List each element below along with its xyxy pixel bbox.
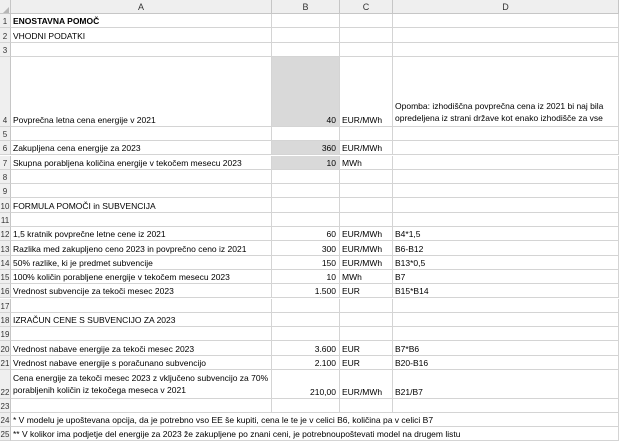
table-row — [11, 227, 619, 241]
cell-c13[interactable] — [340, 241, 393, 254]
cell-d15[interactable] — [393, 270, 619, 283]
cell-text: Povprečna letna cena energije v 2021 — [13, 114, 156, 125]
row-header-9[interactable]: 9 — [0, 184, 11, 198]
cell-a11[interactable] — [11, 213, 272, 226]
cell-d9[interactable] — [393, 184, 619, 197]
cell-text: 150 — [321, 257, 336, 268]
table-row — [11, 141, 619, 155]
table-row — [11, 270, 619, 284]
cell-text: B21/B7 — [395, 386, 423, 397]
cell-a25[interactable] — [11, 427, 461, 440]
cell-a16[interactable] — [11, 284, 272, 297]
cell-text: 300 — [321, 243, 336, 254]
column-header-a[interactable]: A — [11, 0, 272, 14]
cell-c14[interactable] — [340, 256, 393, 269]
cell-b24[interactable] — [272, 413, 340, 426]
cell-b17[interactable] — [272, 299, 340, 312]
cell-text: EUR/MWh — [342, 143, 383, 154]
cell-a10[interactable] — [11, 198, 272, 211]
cell-a12[interactable] — [11, 227, 272, 240]
cell-text: Skupna porabljena količina energije v tekočem mesecu 2023 — [13, 157, 242, 168]
cell-text: ** V kolikor ima podjetje del energije za 2023 že zakupljene po znani ceni, je potrebnoupoštevati model na drugem listu — [13, 429, 461, 440]
cell-text: EUR — [342, 357, 360, 368]
cell-text: 210,00 — [310, 386, 336, 397]
cell-c25[interactable] — [340, 427, 393, 440]
table-row — [11, 170, 619, 184]
cell-d6[interactable] — [393, 141, 619, 154]
table-row — [11, 356, 619, 370]
cell-c22[interactable] — [340, 370, 393, 398]
cell-text: Opomba: izhodiščna povprečna cena iz 2021 bi naj bila opredeljena iz strani države kot enako izhodišče za vse — [395, 100, 604, 124]
cell-d20[interactable] — [393, 341, 619, 354]
cell-text: 3.600 — [314, 343, 336, 354]
cell-b19[interactable] — [272, 327, 340, 340]
cell-text: B15*B14 — [395, 286, 429, 297]
cell-a15[interactable] — [11, 270, 272, 283]
cell-text: FORMULA POMOČI in SUBVENCIJA — [13, 200, 156, 211]
cell-text: EUR/MWh — [342, 114, 383, 125]
cell-b18[interactable] — [272, 313, 340, 326]
cell-c7[interactable] — [340, 156, 393, 169]
cell-a17[interactable] — [11, 299, 272, 312]
table-row — [11, 57, 619, 127]
cell-b22[interactable] — [272, 370, 340, 398]
table-row — [11, 14, 619, 28]
column-header-c[interactable]: C — [340, 0, 393, 14]
column-header-bar — [0, 0, 619, 14]
cell-a18[interactable] — [11, 313, 272, 326]
row-header-11[interactable]: 11 — [0, 213, 11, 227]
cell-d1[interactable] — [393, 14, 619, 27]
cell-c16[interactable] — [340, 284, 393, 297]
cell-c23[interactable] — [340, 399, 393, 412]
row-header-17[interactable]: 17 — [0, 299, 11, 313]
table-row — [11, 28, 619, 42]
cell-text: B20-B16 — [395, 357, 429, 368]
cell-text: MWh — [342, 157, 362, 168]
cell-d21[interactable] — [393, 356, 619, 369]
row-header-21[interactable]: 21 — [0, 356, 11, 370]
cell-b3[interactable] — [272, 43, 340, 56]
cell-a1[interactable] — [11, 14, 272, 27]
cell-text: EUR — [342, 286, 360, 297]
row-header-14[interactable]: 14 — [0, 256, 11, 270]
cell-a22[interactable] — [11, 370, 272, 398]
cell-text: 1,5 kratnik povprečne letne cene iz 2021 — [13, 229, 166, 240]
cell-d18[interactable] — [393, 313, 619, 326]
row-header-4[interactable]: 4 — [0, 57, 11, 127]
cell-b9[interactable] — [272, 184, 340, 197]
row-header-19[interactable]: 19 — [0, 327, 11, 341]
cell-b15[interactable] — [272, 270, 340, 283]
cell-d25[interactable] — [393, 427, 619, 440]
select-all-corner[interactable] — [0, 0, 11, 14]
cell-d23[interactable] — [393, 399, 619, 412]
cell-d13[interactable] — [393, 241, 619, 254]
cell-c20[interactable] — [340, 341, 393, 354]
cell-text: Cena energije za tekoči mesec 2023 z vključeno subvencijo za 70% porabljenih količin iz tekočega meseca v 2021 — [13, 372, 269, 395]
cell-b25[interactable] — [272, 427, 340, 440]
cell-text: B7 — [395, 272, 406, 283]
cell-text: 60 — [326, 229, 336, 240]
cell-text: 100% količin porabljene energije v tekočem mesecu 2023 — [13, 272, 230, 283]
cell-a24[interactable] — [11, 413, 434, 426]
cell-c10[interactable] — [340, 198, 393, 211]
cell-b12[interactable] — [272, 227, 340, 240]
table-row — [11, 184, 619, 198]
cell-text: 10 — [326, 272, 336, 283]
cell-c5[interactable] — [340, 127, 393, 140]
cell-a5[interactable] — [11, 127, 272, 140]
cell-b10[interactable] — [272, 198, 340, 211]
table-row — [11, 256, 619, 270]
row-header-16[interactable]: 16 — [0, 284, 11, 298]
table-row — [11, 313, 619, 327]
cell-text: 2.100 — [314, 357, 336, 368]
cell-c8[interactable] — [340, 170, 393, 183]
cell-b5[interactable] — [272, 127, 340, 140]
cell-text: 360 — [321, 143, 336, 154]
cell-text: * V modelu je upoštevana opcija, da je potrebno vso EE še kupiti, cena le te je v celici B6, količina pa v celici B7 — [13, 415, 434, 426]
cell-text: B6-B12 — [395, 243, 424, 254]
cell-text: Zakupljena cena energije za 2023 — [13, 143, 141, 154]
cell-d16[interactable] — [393, 284, 619, 297]
cell-d8[interactable] — [393, 170, 619, 183]
cell-a23[interactable] — [11, 399, 272, 412]
row-header-2[interactable]: 2 — [0, 28, 11, 42]
row-header-3[interactable]: 3 — [0, 43, 11, 57]
row-header-22[interactable]: 22 — [0, 370, 11, 399]
cell-b8[interactable] — [272, 170, 340, 183]
cell-b21[interactable] — [272, 356, 340, 369]
cell-a9[interactable] — [11, 184, 272, 197]
cell-text: EUR/MWh — [342, 229, 383, 240]
table-row — [11, 213, 619, 227]
cell-d10[interactable] — [393, 198, 619, 211]
table-row — [11, 127, 619, 141]
cell-c19[interactable] — [340, 327, 393, 340]
cell-a20[interactable] — [11, 341, 272, 354]
cell-text: EUR/MWh — [342, 386, 383, 397]
table-row — [11, 370, 619, 399]
cell-a8[interactable] — [11, 170, 272, 183]
row-header-12[interactable]: 12 — [0, 227, 11, 241]
cell-c9[interactable] — [340, 184, 393, 197]
cell-a4[interactable] — [11, 57, 272, 126]
row-header-20[interactable]: 20 — [0, 341, 11, 355]
row-header-5[interactable]: 5 — [0, 127, 11, 141]
cell-c12[interactable] — [340, 227, 393, 240]
cell-b14[interactable] — [272, 256, 340, 269]
cell-a14[interactable] — [11, 256, 272, 269]
cell-a21[interactable] — [11, 356, 272, 369]
cell-text: EUR — [342, 343, 360, 354]
cell-c4[interactable] — [340, 57, 393, 126]
cell-d12[interactable] — [393, 227, 619, 240]
cell-text: B4*1,5 — [395, 229, 421, 240]
cell-d22[interactable] — [393, 370, 619, 398]
cell-text: B13*0,5 — [395, 257, 426, 268]
cell-c18[interactable] — [340, 313, 393, 326]
row-header-25[interactable]: 25 — [0, 427, 11, 441]
cell-text: 10 — [326, 157, 336, 168]
table-row — [11, 341, 619, 355]
table-row — [11, 399, 619, 413]
cell-a6[interactable] — [11, 141, 272, 154]
row-header-23[interactable]: 23 — [0, 399, 11, 413]
cell-d19[interactable] — [393, 327, 619, 340]
cell-a13[interactable] — [11, 241, 272, 254]
cell-b2[interactable] — [272, 28, 340, 41]
cell-c2[interactable] — [340, 28, 393, 41]
row-header-10[interactable]: 10 — [0, 198, 11, 212]
cell-c6[interactable] — [340, 141, 393, 154]
cell-text: IZRAČUN CENE S SUBVENCIJO ZA 2023 — [13, 315, 176, 326]
cell-c3[interactable] — [340, 43, 393, 56]
table-row — [11, 241, 619, 255]
cell-text: Vrednost subvencije za tekoči mesec 2023 — [13, 286, 174, 297]
cell-c21[interactable] — [340, 356, 393, 369]
cell-text: EUR/MWh — [342, 257, 383, 268]
cell-b11[interactable] — [272, 213, 340, 226]
cell-d17[interactable] — [393, 299, 619, 312]
cell-d14[interactable] — [393, 256, 619, 269]
cell-d7[interactable] — [393, 156, 619, 169]
table-row — [11, 156, 619, 170]
cell-d24[interactable] — [393, 413, 619, 426]
column-header-b[interactable]: B — [272, 0, 340, 14]
table-row — [11, 198, 619, 212]
cell-text: Razlika med zakupljeno ceno 2023 in povprečno ceno iz 2021 — [13, 243, 247, 254]
row-header-6[interactable]: 6 — [0, 141, 11, 155]
table-row — [11, 327, 619, 341]
cell-d11[interactable] — [393, 213, 619, 226]
cell-b7[interactable] — [272, 156, 340, 169]
cell-text: 40 — [326, 114, 336, 125]
cell-text: 50% razlike, ki je predmet subvencije — [13, 257, 153, 268]
table-row — [11, 299, 619, 313]
table-row — [11, 427, 619, 441]
cell-c1[interactable] — [340, 14, 393, 27]
table-row — [11, 413, 619, 427]
row-header-18[interactable]: 18 — [0, 313, 11, 327]
table-row — [11, 43, 619, 57]
cell-text: VHODNI PODATKI — [13, 30, 86, 41]
cell-a19[interactable] — [11, 327, 272, 340]
row-header-13[interactable]: 13 — [0, 241, 11, 255]
cell-c17[interactable] — [340, 299, 393, 312]
cell-b4[interactable] — [272, 57, 340, 126]
cell-b20[interactable] — [272, 341, 340, 354]
row-header-8[interactable]: 8 — [0, 170, 11, 184]
column-header-d[interactable]: D — [393, 0, 619, 14]
row-header-24[interactable]: 24 — [0, 413, 11, 427]
cell-b13[interactable] — [272, 241, 340, 254]
cell-text: EUR/MWh — [342, 243, 383, 254]
row-header-15[interactable]: 15 — [0, 270, 11, 284]
cell-a3[interactable] — [11, 43, 272, 56]
cell-c24[interactable] — [340, 413, 393, 426]
cell-a2[interactable] — [11, 28, 272, 41]
cell-b1[interactable] — [272, 14, 340, 27]
cell-c15[interactable] — [340, 270, 393, 283]
cell-b16[interactable] — [272, 284, 340, 297]
cell-d4[interactable] — [393, 57, 619, 126]
cell-text: B7*B6 — [395, 343, 420, 354]
row-header-1[interactable]: 1 — [0, 14, 11, 28]
cell-text: MWh — [342, 272, 362, 283]
cell-d3[interactable] — [393, 43, 619, 56]
cell-text: Vrednost nabave energije s poračunano subvencijo — [13, 357, 206, 368]
cell-text: 1.500 — [314, 286, 336, 297]
table-row — [11, 284, 619, 298]
cell-b23[interactable] — [272, 399, 340, 412]
cell-d2[interactable] — [393, 28, 619, 41]
cell-c11[interactable] — [340, 213, 393, 226]
cell-text: ENOSTAVNA POMOČ — [13, 16, 100, 27]
cell-text: Vrednost nabave energije za tekoči mesec 2023 — [13, 343, 195, 354]
cell-a7[interactable] — [11, 156, 272, 169]
cell-b6[interactable] — [272, 141, 340, 154]
cell-d5[interactable] — [393, 127, 619, 140]
row-header-7[interactable]: 7 — [0, 156, 11, 170]
